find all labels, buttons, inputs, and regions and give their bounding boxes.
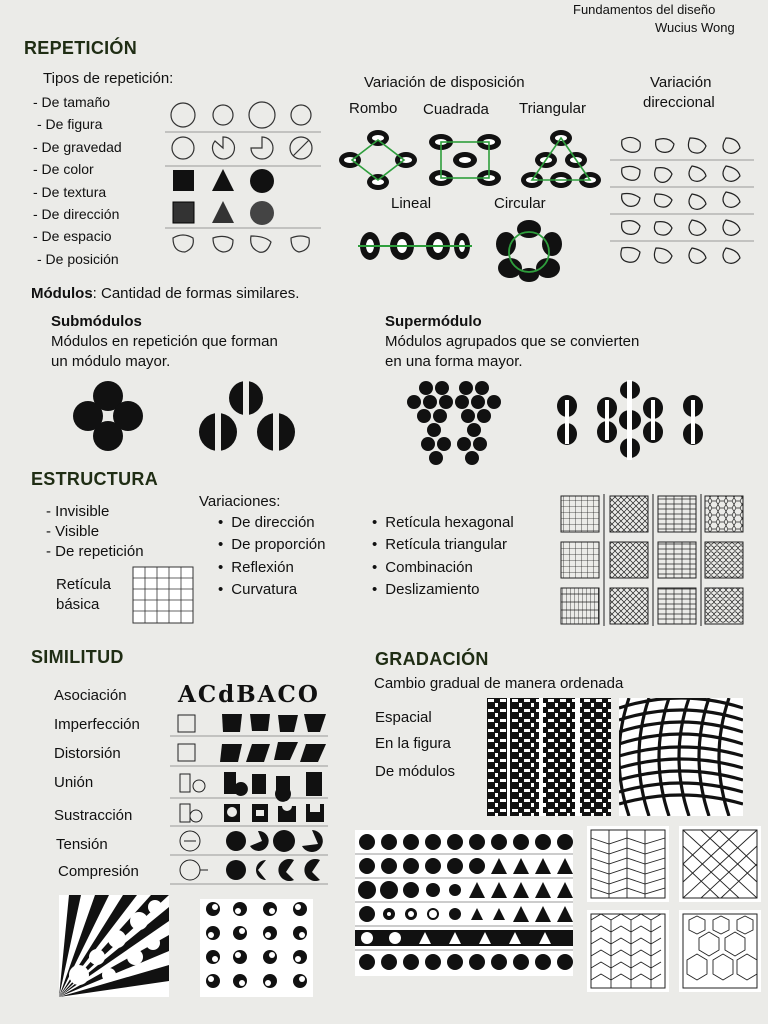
disposicion-rombo-label: Rombo — [349, 100, 398, 117]
direccional-title-2: direccional — [643, 94, 715, 111]
repetition-type: - De figura — [37, 116, 103, 133]
estructura-type: - De repetición — [46, 543, 144, 560]
similitud-examples-illustration — [170, 706, 330, 886]
direccional-title-1: Variación — [650, 74, 712, 91]
repetition-type: - De tamaño — [33, 94, 111, 110]
variacion-item: • De dirección — [218, 512, 325, 534]
asociacion-glyphs: ACdBACO — [178, 681, 320, 708]
repetition-type: - De color — [33, 161, 94, 178]
section-title-estructura: ESTRUCTURA — [31, 469, 158, 489]
submodulos-line-1: Módulos en repetición que forman — [51, 333, 278, 350]
repetition-types-list — [33, 91, 122, 270]
supermodulo-line-2: en una forma mayor. — [385, 353, 523, 370]
repetition-type: - De espacio — [33, 228, 112, 245]
variaciones-list-b — [372, 512, 514, 602]
reticula-basica-illustration — [132, 566, 194, 624]
repetition-type: - De dirección — [33, 206, 120, 223]
similitud-item: Imperfección — [54, 716, 140, 733]
variacion-item: • Deslizamiento — [372, 579, 514, 601]
structure-variations-grid-illustration — [558, 494, 748, 626]
similitud-item: Asociación — [54, 687, 127, 704]
similitud-item: Distorsión — [54, 745, 121, 762]
submodulos-line-2: un módulo mayor. — [51, 353, 171, 370]
reticula-basica-label-2: básica — [56, 596, 100, 613]
estructura-types-list — [46, 502, 144, 562]
variacion-item: • Retícula hexagonal — [372, 512, 514, 534]
submodulo-three-circle-illustration — [190, 380, 302, 452]
section-title-similitud: SIMILITUD — [31, 647, 124, 667]
direccional-variation-illustration — [608, 130, 756, 270]
variacion-item: • Curvatura — [218, 579, 325, 601]
submodulos-title: Submódulos — [51, 313, 142, 330]
gradacion-hex-image-2 — [679, 910, 761, 992]
variaciones-title: Variaciones: — [199, 493, 281, 510]
modulos-text: : Cantidad de formas similares. — [92, 285, 300, 302]
repetition-types-title: Tipos de repetición: — [43, 70, 174, 87]
circle-dots-pattern-image — [200, 899, 313, 997]
disposicion-lineal-label: Lineal — [391, 195, 432, 212]
gradacion-item: Espacial — [375, 709, 432, 726]
estructura-type: - Visible — [46, 523, 100, 540]
supermodulo-diamond-illustration — [402, 378, 506, 468]
gradacion-diamond-image — [679, 826, 761, 902]
variaciones-list-a — [218, 512, 325, 602]
repetition-type: - De textura — [33, 183, 107, 200]
gradacion-item: De módulos — [375, 763, 456, 780]
similitud-item: Unión — [54, 774, 94, 791]
variacion-item: • Reflexión — [218, 557, 325, 579]
repetition-type: - De gravedad — [33, 138, 122, 155]
gradacion-chevron-image — [587, 826, 669, 902]
disposicion-title: Variación de disposición — [364, 74, 525, 91]
similitud-item: Tensión — [56, 836, 108, 853]
estructura-type: - Invisible — [46, 503, 110, 520]
reticula-basica-label-1: Retícula — [56, 576, 112, 593]
gradacion-modulos-image — [355, 830, 573, 976]
section-title-repeticion: REPETICIÓN — [24, 38, 138, 58]
gradacion-espacial-image — [487, 698, 611, 816]
gradacion-hex-image-1 — [587, 910, 669, 992]
radial-pattern-image — [59, 895, 169, 997]
lineal-arrangement-illustration — [358, 230, 472, 262]
modulos-definition — [31, 285, 299, 302]
modulos-label: Módulos — [31, 285, 93, 302]
similitud-item: Compresión — [58, 863, 139, 880]
variacion-item: • Combinación — [372, 557, 514, 579]
disposicion-circular-label: Circular — [494, 195, 546, 212]
circular-arrangement-illustration — [496, 220, 562, 282]
variacion-item: • Retícula triangular — [372, 534, 514, 556]
disposicion-cuadrada-label: Cuadrada — [423, 101, 489, 118]
supermodulo-line-1: Módulos agrupados que se convierten — [385, 333, 640, 350]
section-title-gradacion: GRADACIÓN — [375, 649, 489, 669]
similitud-item: Sustracción — [54, 807, 133, 824]
repetition-type: - De posición — [37, 250, 119, 267]
cuadrada-arrangement-illustration — [427, 130, 503, 190]
rombo-arrangement-illustration — [338, 128, 418, 192]
header-line-1: Fundamentos del diseño — [573, 2, 716, 17]
disposicion-triangular-label: Triangular — [519, 100, 586, 117]
gradacion-subtitle: Cambio gradual de manera ordenada — [374, 675, 624, 692]
header-line-2: Wucius Wong — [655, 20, 735, 35]
triangular-arrangement-illustration — [520, 128, 602, 190]
supermodulo-circles-illustration — [555, 380, 705, 460]
supermodulo-title: Supermódulo — [385, 313, 482, 330]
gradacion-item: En la figura — [375, 735, 451, 752]
submodulo-four-petal-illustration — [70, 380, 146, 452]
variacion-item: • De proporción — [218, 534, 325, 556]
gradacion-figura-image — [619, 698, 743, 816]
repetition-examples-illustration — [165, 98, 325, 263]
